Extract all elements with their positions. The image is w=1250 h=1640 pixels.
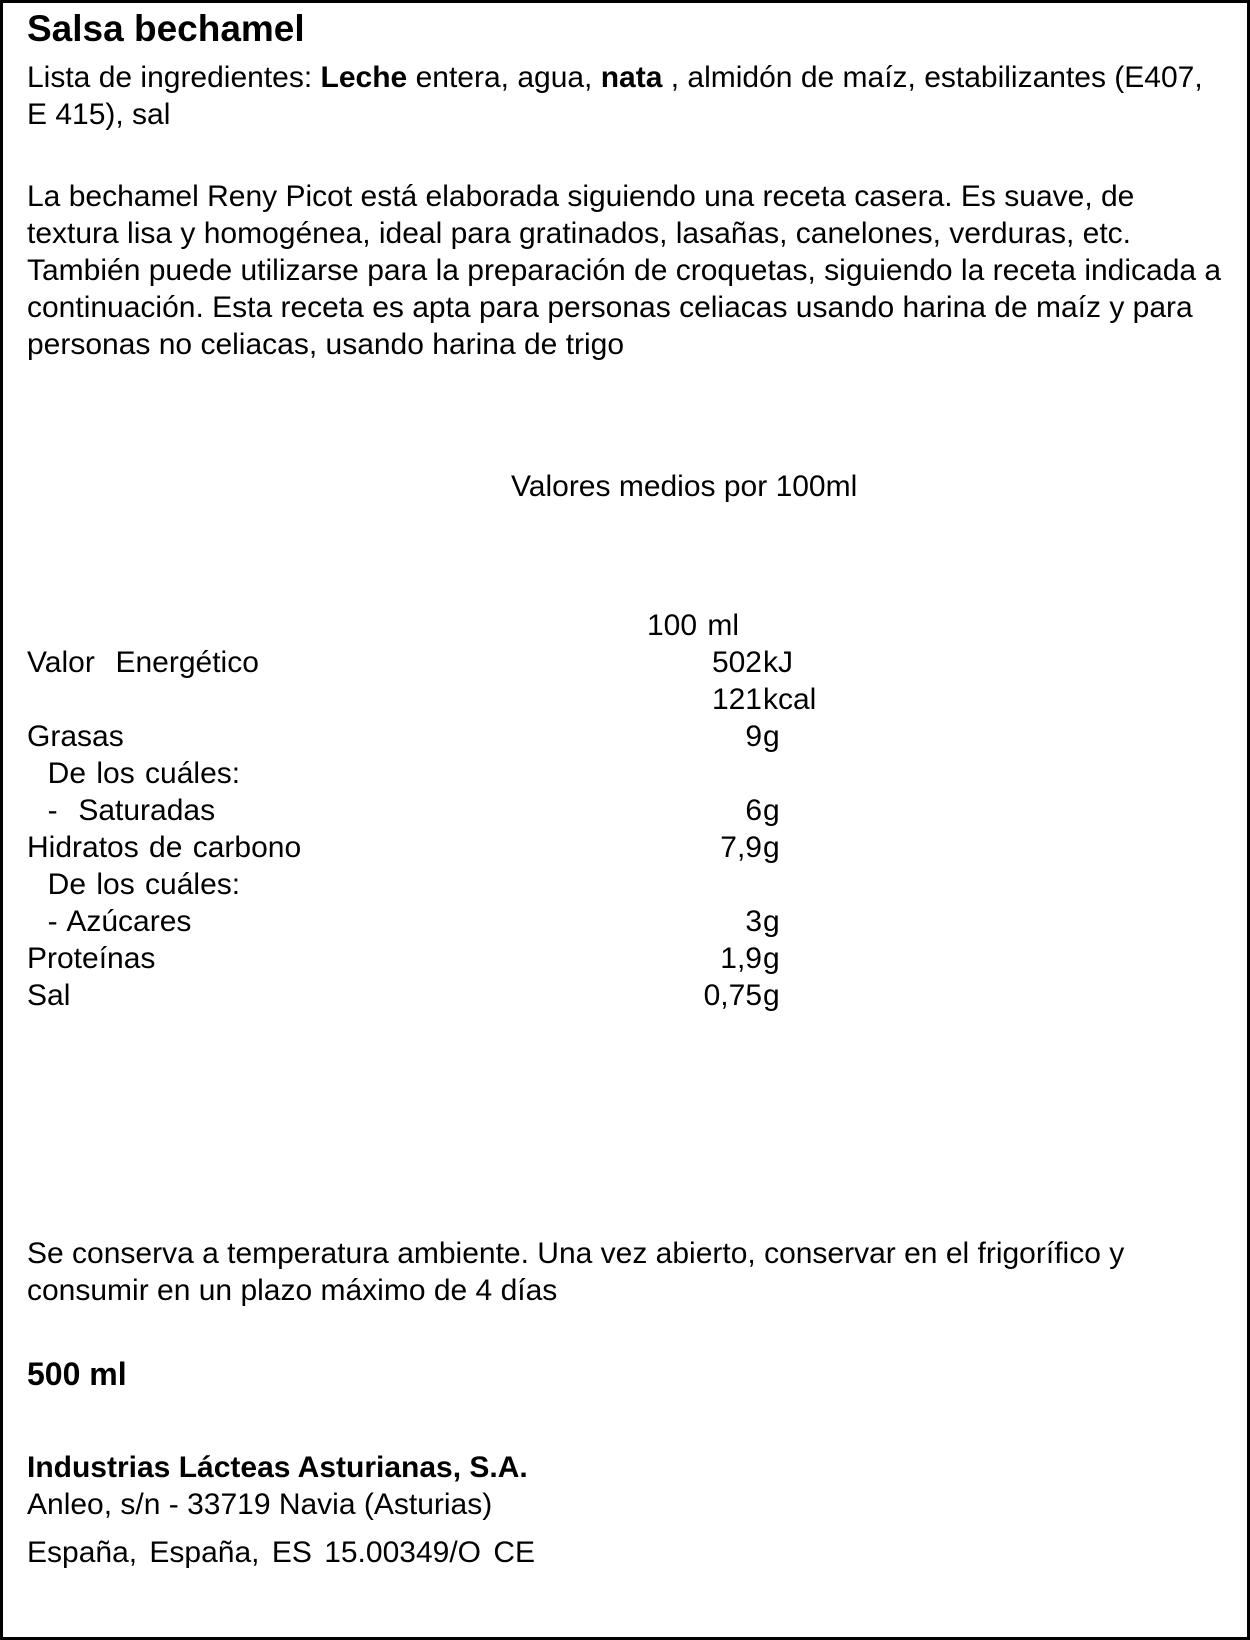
ingredient-cream: nata: [600, 61, 663, 94]
nutrition-row: [27, 644, 1217, 681]
manufacturer-address: Anleo, s/n - 33719 Navia (Asturias): [27, 1488, 493, 1521]
nutrition-value: 121: [711, 683, 762, 716]
nutrition-unit: g: [763, 794, 780, 827]
nutrition-unit: g: [763, 831, 780, 864]
nutrition-row: [27, 940, 1217, 977]
nutrition-value: 9: [745, 720, 762, 753]
nutrition-row: [27, 755, 1217, 792]
nutrition-unit: g: [763, 720, 780, 753]
nutrition-row: [27, 718, 1217, 755]
nutrition-row: [27, 681, 1217, 718]
nutrition-unit: kJ: [763, 646, 793, 679]
nutrition-label: Valor Energético: [27, 646, 259, 679]
nutrition-row: [27, 792, 1217, 829]
nutrition-value: 0,75: [703, 979, 762, 1012]
nutrition-value: 502: [711, 646, 762, 679]
nutrition-label: Hidratos de carbono: [27, 831, 302, 864]
nutrition-unit: g: [763, 979, 780, 1012]
manufacturer-country-registry: España, España, ES 15.00349/O CE: [27, 1536, 535, 1569]
nutrition-row: [27, 829, 1217, 866]
nutrition-value: 7,9: [720, 831, 762, 864]
nutrition-table-header: Valores medios por 100ml: [511, 470, 858, 503]
nutrition-label: Grasas: [27, 720, 124, 753]
ingredients-prefix: Lista de ingredientes:: [27, 61, 321, 94]
nutrition-unit: g: [763, 905, 780, 938]
nutrition-value: 6: [745, 794, 762, 827]
nutrition-label: Proteínas: [27, 942, 156, 975]
manufacturer-name: Industrias Lácteas Asturianas, S.A.: [27, 1451, 528, 1484]
ingredients-text-1: entera, agua,: [407, 61, 601, 94]
ingredients-list: [27, 59, 1217, 133]
product-title: Salsa bechamel: [27, 8, 305, 49]
nutrition-value: 3: [745, 905, 762, 938]
nutrition-label: - Azúcares: [27, 905, 192, 938]
nutrition-unit-header: 100 ml: [647, 609, 740, 642]
nutrition-label: De los cuáles:: [27, 757, 241, 790]
ingredient-milk: Leche: [320, 61, 408, 94]
nutrition-unit: g: [763, 942, 780, 975]
nutrition-value: 1,9: [720, 942, 762, 975]
nutrition-label: - Saturadas: [27, 794, 216, 827]
net-volume: 500 ml: [27, 1356, 127, 1392]
nutrition-label: Sal: [27, 979, 71, 1012]
ingredients-text-2: , almidón de maíz, estabilizantes (E407, E 415), sal: [27, 61, 1203, 131]
nutrition-row: [27, 977, 1217, 1014]
nutrition-unit: kcal: [763, 683, 817, 716]
product-description: La bechamel Reny Picot está elaborada siguiendo una receta casera. Es suave, de textura lisa y homogénea, ideal para gratinados, lasañas, canelones, verduras, etc. También puede utilizarse para la preparación de croquetas, siguiendo la receta indicada a continuación. Esta receta es apta para personas celiacas usando harina de maíz y para personas no celiacas, usando harina de trigo: [27, 180, 1222, 361]
nutrition-unit-row: [27, 607, 1217, 644]
nutrition-row: [27, 866, 1217, 903]
nutrition-row: [27, 903, 1217, 940]
nutrition-label: De los cuáles:: [27, 868, 241, 901]
storage-instructions: Se conserva a temperatura ambiente. Una vez abierto, conservar en el frigorífico y consumir en un plazo máximo de 4 días: [27, 1237, 1125, 1307]
